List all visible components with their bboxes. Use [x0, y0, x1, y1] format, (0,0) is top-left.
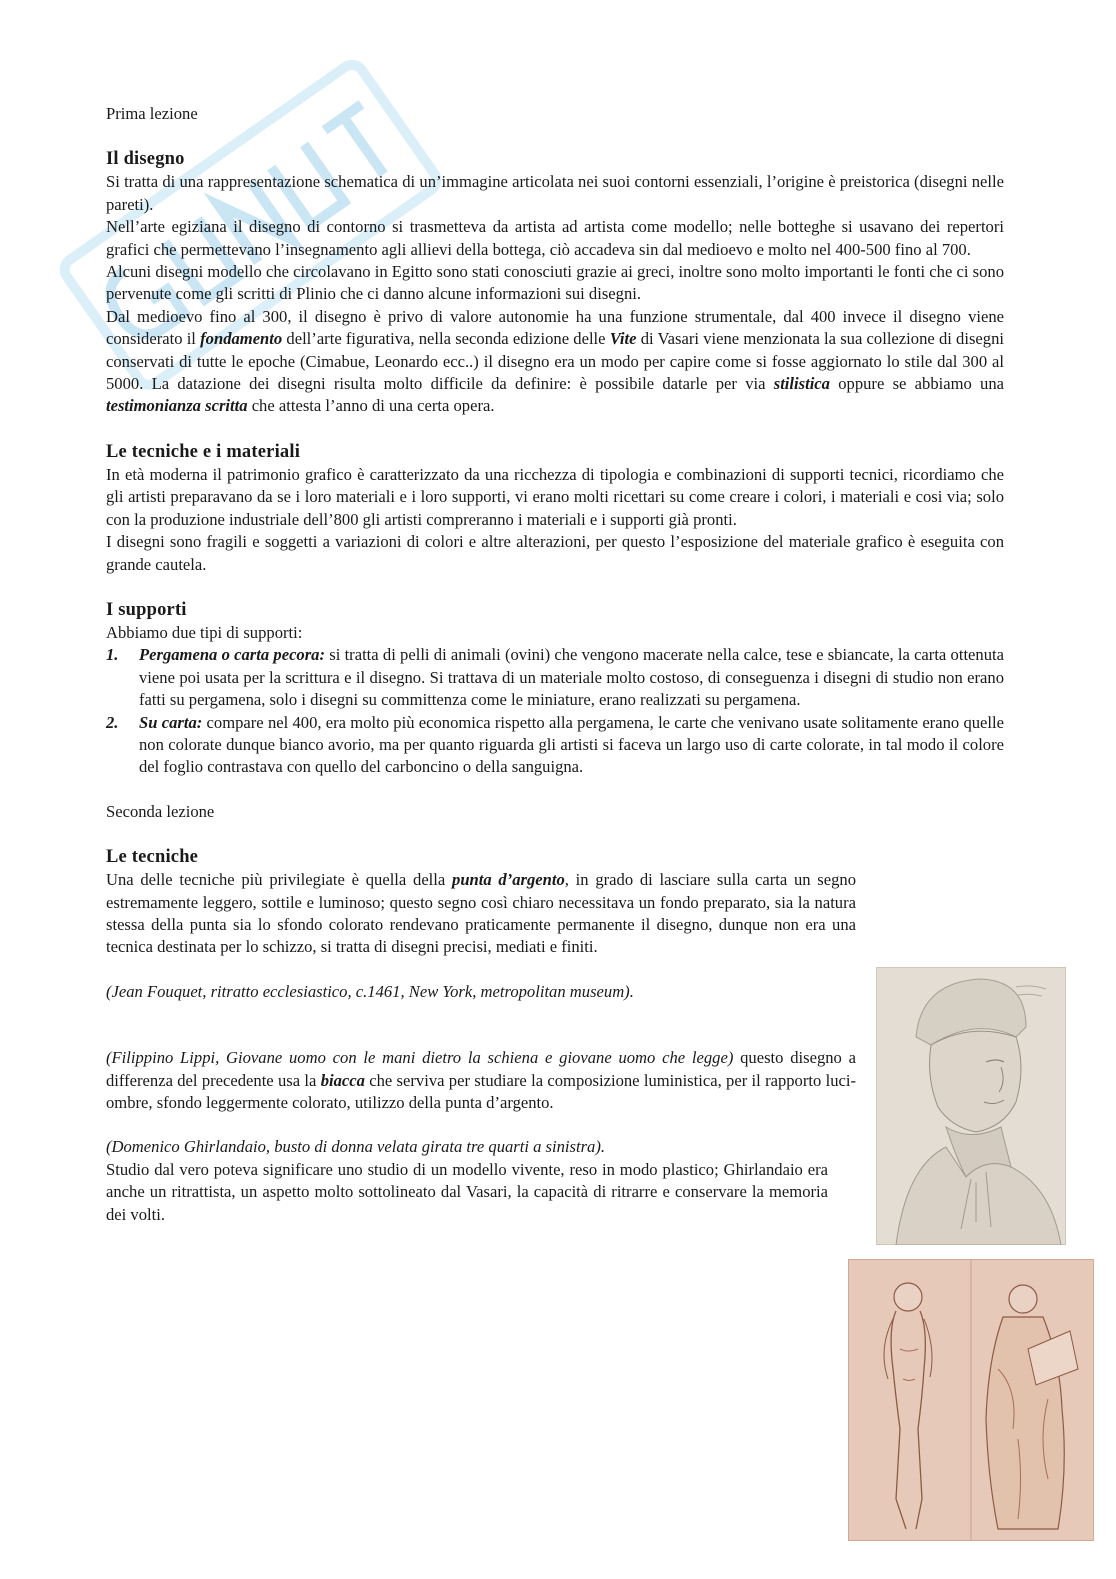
text-run: che serviva per studiare la composizione luministica, per il rapporto luci-ombre, sfondo leggermente colorato, utilizzo della punta d’argento. [106, 1070, 856, 1112]
paragraph: Studio dal vero poteva significare uno studio di un modello vivente, reso in modo plastico; Ghirlandaio era anche un ritrattista, un aspetto molto sottolineato dal Vasari, la capacità di ritrarre e conservare la memoria dei volti. [106, 1159, 828, 1224]
lesson-heading-second: Seconda lezione [106, 801, 215, 821]
portrait-drawing-image [876, 967, 1066, 1245]
text-run: questo disegno a differenza del precedente usa la [106, 1048, 856, 1090]
emphasis-term: stilistica [773, 374, 830, 394]
section-title-disegno: Il disegno [106, 149, 185, 170]
section-title-tecniche: Le tecniche [106, 847, 199, 868]
text-run: che attesta l’anno di una certa opera. [247, 396, 495, 416]
figure-caption: (Domenico Ghirlandaio, busto di donna velata girata tre quarti a sinistra). [106, 1137, 606, 1157]
paragraph: I disegni sono fragili e soggetti a variazioni di colori e altre alterazioni, per questo l’esposizione del materiale grafico è eseguita con grande cautela. [106, 532, 1004, 574]
lesson-heading-first: Prima lezione [106, 104, 198, 123]
list-item [106, 712, 1004, 779]
text-run: Una delle tecniche più privilegiate è quella della [106, 870, 453, 890]
section-title-supporti: I supporti [106, 599, 187, 620]
paragraph: Abbiamo due tipi di supporti: [106, 622, 303, 642]
text-run: dell’arte figurativa, nella seconda edizione delle [282, 329, 610, 349]
text-run: , in grado di lasciare sulla carta un segno estremamente leggero, sottile e luminoso; questo segno così chiaro necessitava un fondo preparato, sia la natura stessa della punta sia lo sfondo colorato rendevano praticamente permanente il disegno, dunque non era una tecnica destinata per lo schizzo, si tratta di disegni precisi, mediati e finiti. [106, 870, 856, 957]
text-run: Dal medioevo fino al 300, il disegno è privo di valore autonomie ha una funzione strumentale, dal 400 invece il disegno viene considerato il [106, 306, 1004, 349]
emphasis-term: Vite [609, 329, 637, 349]
list-number: 2. [106, 712, 119, 732]
list-term: Su carta: [139, 712, 203, 732]
paragraph: Nell’arte egiziana il disegno di contorno si trasmetteva da artista ad artista come modello; nelle botteghe si usavano dei repertori grafici che permettevano l’insegnamento agli allievi della bottega, ciò accadeva sin dal medioevo e molto nel 400-500 fino al 700. [106, 217, 1004, 259]
list-text: compare nel 400, era molto più economica rispetto alla pergamena, le carte che venivano usate solitamente erano quelle non colorate dunque bianco avorio, ma per quanto riguarda gli artisti si faceva un largo uso di carte colorate, in tal modo il colore del foglio contrastava con quello del carboncino o della sanguigna. [139, 712, 1004, 777]
paragraph [106, 306, 1004, 418]
section-title-tecniche-materiali: Le tecniche e i materiali [106, 441, 301, 462]
emphasis-term: biacca [320, 1070, 365, 1090]
paragraph [106, 869, 856, 959]
emphasis-term: fondamento [200, 329, 283, 349]
paragraph: In età moderna il patrimonio grafico è caratterizzato da una ricchezza di tipologia e combinazioni di supporti tecnici, ricordiamo che gli artisti preparavano da se i loro materiali e i loro supporti, vi erano molti ricettari su come creare i colori, i materiali e cosi via; solo con la produzione industriale dell’800 gli artisti compreranno i materiali e i supporti già pronti. [106, 464, 1004, 529]
figure-study-drawing-image [848, 1259, 1094, 1541]
paragraph: Si tratta di una rappresentazione schematica di un’immagine articolata nei suoi contorni essenziali, l’origine è preistorica (disegni nelle pareti). [106, 172, 1004, 214]
text-run: oppure se abbiamo una [829, 374, 1005, 394]
list-number: 1. [106, 645, 119, 665]
figure-caption: (Jean Fouquet, ritratto ecclesiastico, c.1461, New York, metropolitan museum). [106, 981, 634, 1001]
text-run: di Vasari viene menzionata la sua collezione di disegni conservati di tutte le epoche (Cimabue, Leonardo ecc..) il disegno era un modo per capire come si fosse aggiornato lo stile dal 300 al 5000. La datazione dei disegni risulta molto difficile da definire: è possibile datarle per via [106, 329, 1004, 394]
support-list [106, 644, 1004, 778]
figure-caption: (Filippino Lippi, Giovane uomo con le mani dietro la schiena e giovane uomo che legge) [106, 1048, 734, 1068]
emphasis-term: punta d’argento [452, 870, 565, 890]
list-item [106, 644, 1004, 711]
document-body [106, 103, 1004, 1226]
paragraph: Alcuni disegni modello che circolavano in Egitto sono stati conosciuti grazie ai greci, inoltre sono molto importanti le fonti che ci sono pervenute come gli scritti di Plinio che ci danno alcune informazioni sui disegni. [106, 262, 1004, 304]
list-term: Pergamena o carta pecora: [139, 645, 326, 665]
list-text: si tratta di pelli di animali (ovini) che vengono macerate nella calce, tese e sbiancate, la carta ottenuta viene poi usata per la scrittura e il disegno. Si trattava di un materiale molto costoso, di conseguenza i disegni di studio non erano fatti su pergamena, solo i disegni su committenza come le miniature, erano realizzati su pergamena. [139, 645, 1004, 710]
emphasis-term: testimonianza scritta [106, 396, 248, 416]
paragraph [106, 1047, 856, 1114]
